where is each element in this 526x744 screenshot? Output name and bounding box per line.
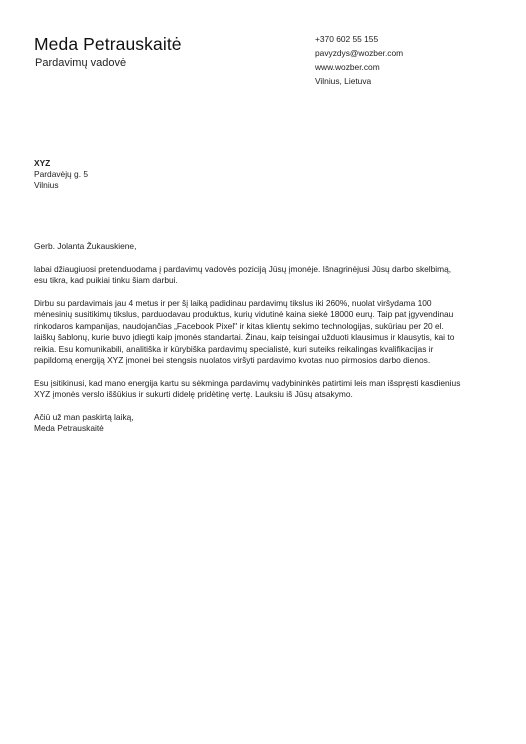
closing-line: Ačiū už man paskirtą laiką,	[34, 412, 134, 423]
letter-body	[34, 241, 490, 435]
recipient-company: XYZ	[34, 158, 51, 168]
contact-phone: +370 602 55 155	[315, 34, 379, 44]
sender-role: Pardavimų vadovė	[35, 57, 127, 69]
paragraph-line: laiškų šablonų, kurie buvo įdiegti kaip įmonės standartai. Žinau, kaip teisingai užduoti klausimus ir klausytis, kai to	[34, 332, 455, 343]
paragraph-experience	[34, 298, 490, 366]
paragraph-line: rinkodaros kampanijas, naudojančias „Facebook Pixel" ir kitas klientų sekimo technologijas, sukūriau per 20 el.	[34, 320, 444, 331]
paragraph-line: papildomą energiją XYZ įmonei bei stengsis nuolatos viršyti pardavimo kvotas nuo pirmosios darbo dienos.	[34, 355, 431, 366]
contact-location: Vilnius, Lietuva	[315, 76, 372, 86]
paragraph-line: Esu įsitikinusi, kad mano energija kartu su sėkminga pardavimų vadybininkės patirtimi leis man išspręsti kasdienius	[34, 377, 461, 388]
contact-website: www.wozber.com	[315, 62, 380, 72]
paragraph-conclusion	[34, 378, 490, 401]
salutation: Gerb. Jolanta Žukauskiene,	[34, 241, 137, 251]
paragraph-line: esu tikra, kad puikiai tinku šiam darbui.	[34, 275, 178, 286]
paragraph-line: Dirbu su pardavimais jau 4 metus ir per šį laiką padidinau pardavimų tikslus iki 260%, nuolat viršydama 100	[34, 298, 432, 308]
paragraph-line: reikia. Esu komunikabili, analitiška ir kūrybiška pardavimų specialistė, kuri suteiks reikalingas kvalifikacijas ir	[34, 343, 434, 354]
contact-block	[315, 34, 403, 90]
paragraph-line: labai džiaugiuosi pretenduodama į pardavimų vadovės poziciją Jūsų įmonėje. Išnagrinėjusi Jūsų darbo skelbimą,	[34, 263, 452, 274]
paragraph-intro	[34, 264, 490, 287]
sender-name: Meda Petrauskaitė	[34, 34, 182, 54]
recipient-city: Vilnius	[34, 180, 59, 190]
contact-email: pavyzdys@wozber.com	[315, 48, 404, 58]
signoff-block	[34, 412, 490, 435]
signature-name: Meda Petrauskaitė	[34, 423, 104, 434]
paragraph-line: mėnesinių susitikimų tikslus, parduodavau produktus, kurių vidutinė kaina siekė 18000 eurų. Taip pat įgyvendinau	[34, 309, 454, 320]
recipient-street: Pardavėjų g. 5	[34, 169, 89, 179]
recipient-block	[34, 158, 88, 191]
paragraph-line: XYZ įmonės verslo iššūkius ir sukurti didelę pridėtinę vertę. Lauksiu iš Jūsų atsakymo.	[34, 389, 353, 400]
